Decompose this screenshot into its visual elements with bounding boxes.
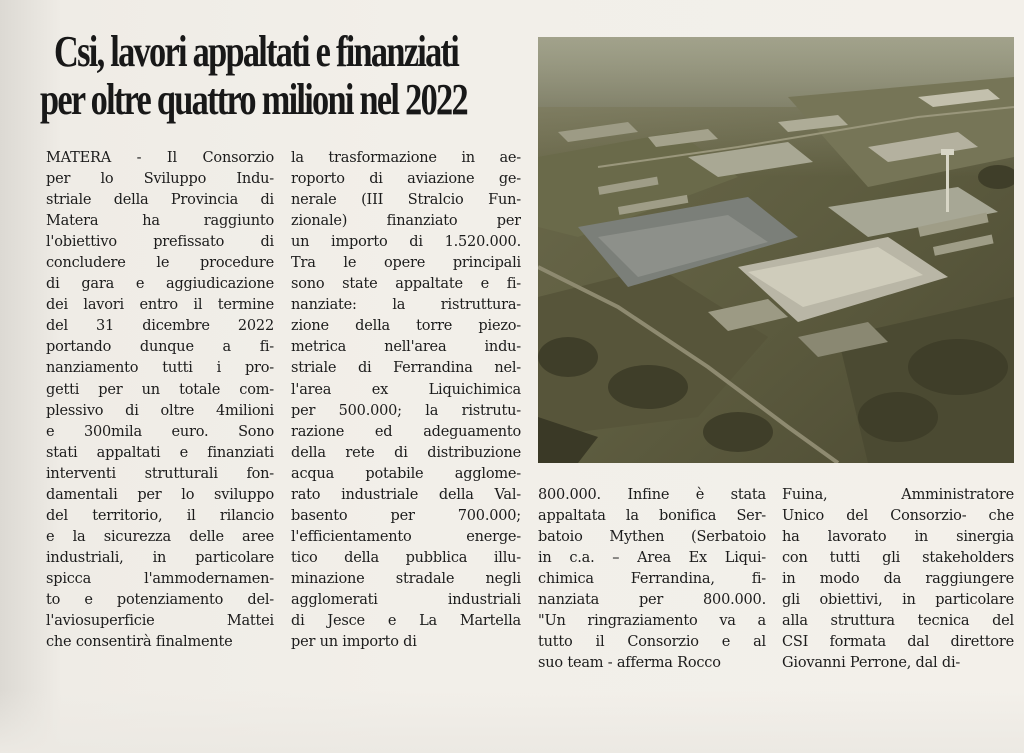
headline <box>40 27 467 124</box>
article-text-line: dei lavori entro il termine <box>46 297 274 314</box>
article-text-line: CSI formata dal direttore <box>782 634 1014 651</box>
article-text-line: l'aviosuperficie Mattei <box>46 613 274 630</box>
article-text-line: damentali per lo sviluppo <box>46 486 274 503</box>
article-text-line: del 31 dicembre 2022 <box>46 318 274 335</box>
article-text-line: spicca l'ammodernamen- <box>46 570 274 587</box>
article-text-line: nanziata per 800.000. <box>538 592 766 609</box>
article-text-line: Giovanni Perrone, dal di- <box>782 655 961 672</box>
article-text-line: portando dunque a fi- <box>46 339 274 356</box>
article-text-line: nanziate: la ristruttura- <box>291 297 521 314</box>
article-text-line: "Un ringraziamento va a <box>538 613 766 630</box>
article-text-line: in modo da raggiungere <box>782 571 1014 588</box>
article-text-line: alla struttura tecnica del <box>782 613 1014 630</box>
article-text-line: razione ed adeguamento <box>291 423 521 440</box>
article-text-line: roporto di aviazione ge- <box>291 171 521 188</box>
article-text-line: tutto il Consorzio e al <box>538 634 766 651</box>
article-text-line: ha lavorato in sinergia <box>782 529 1014 546</box>
article-text-line: suo team - afferma Rocco <box>538 655 721 672</box>
article-text-line: la trasformazione in ae- <box>291 150 521 166</box>
article-column-4 <box>782 485 1014 674</box>
article-column-1 <box>46 148 274 653</box>
article-text-line: to e potenziamento del- <box>46 591 274 608</box>
article-text-line: MATERA - Il Consorzio <box>46 150 274 166</box>
article-text-line: zione della torre piezo- <box>291 318 521 335</box>
article-text-line: getti per un totale com- <box>46 381 274 398</box>
article-text-line: di gara e aggiudicazione <box>46 276 274 293</box>
article-text-line: industriali, in particolare <box>46 549 274 566</box>
article-text-line: nerale (III Stralcio Fun- <box>291 192 521 209</box>
article-text-line: rato industriale della Val- <box>291 486 521 503</box>
article-text-line: nanziamento tutti i pro- <box>46 360 274 377</box>
article-text-line: sono state appaltate e fi- <box>291 276 521 293</box>
article-text-line: e 300mila euro. Sono <box>46 423 274 440</box>
article-text-line: interventi strutturali fon- <box>46 465 274 482</box>
article-text-line: Matera ha raggiunto <box>46 213 274 230</box>
article-text-line: Unico del Consorzio- che <box>782 508 1014 525</box>
article-text-line: l'efficientamento energe- <box>291 528 521 545</box>
article-text-line: acqua potabile agglome- <box>291 465 521 482</box>
article-text-line: per un importo di <box>291 634 417 651</box>
article-text-line: Fuina, Amministratore <box>782 487 1014 503</box>
article-text-line: Tra le opere principali <box>291 255 521 272</box>
aerial-photo-illustration <box>538 37 1014 463</box>
article-column-3 <box>538 485 766 674</box>
article-text-line: plessivo di oltre 4milioni <box>46 402 274 419</box>
article-text-line: 800.000. Infine è stata <box>538 487 766 503</box>
article-text-line: basento per 700.000; <box>291 507 521 524</box>
article-text-line: in c.a. – Area Ex Liqui- <box>538 550 766 567</box>
article-text-line: con tutti gli stakeholders <box>782 550 1014 567</box>
article-text-line: agglomerati industriali <box>291 591 521 608</box>
article-text-line: l'area ex Liquichimica <box>291 381 521 398</box>
article-text-line: zionale) finanziato per <box>291 213 521 230</box>
article-text-line: concludere le procedure <box>46 255 274 272</box>
headline-line-2: per oltre quattro milioni nel 2022 <box>40 75 467 124</box>
article-text-line: della rete di distribuzione <box>291 444 521 461</box>
article-text-line: per 500.000; la ristrutu- <box>291 402 521 419</box>
article-text-line: del territorio, il rilancio <box>46 507 274 524</box>
article-text-line: striale della Provincia di <box>46 192 274 209</box>
article-text-line: per lo Sviluppo Indu- <box>46 171 274 188</box>
article-text-line: chimica Ferrandina, fi- <box>538 571 766 588</box>
aerial-photo-industrial-area <box>538 37 1014 463</box>
article-text-line: tico della pubblica illu- <box>291 549 521 566</box>
article-text-line: un importo di 1.520.000. <box>291 234 521 251</box>
article-text-line: appaltata la bonifica Ser- <box>538 508 766 525</box>
article-text-line: metrica nell'area indu- <box>291 339 521 356</box>
headline-line-1: Csi, lavori appaltati e finanziati <box>54 27 459 76</box>
article-text-line: che consentirà finalmente <box>46 634 233 651</box>
article-text-line: stati appaltati e finanziati <box>46 444 274 461</box>
article-text-line: gli obiettivi, in particolare <box>782 592 1014 609</box>
article-text-line: l'obiettivo prefissato di <box>46 234 274 251</box>
page-bottom-shade <box>0 690 1024 753</box>
article-text-line: di Jesce e La Martella <box>291 613 521 630</box>
article-column-2 <box>291 148 521 653</box>
article-text-line: batoio Mythen (Serbatoio <box>538 529 766 546</box>
article-text-line: striale di Ferrandina nel- <box>291 360 521 377</box>
article-text-line: e la sicurezza delle aree <box>46 528 274 545</box>
article-text-line: minazione stradale negli <box>291 570 521 587</box>
